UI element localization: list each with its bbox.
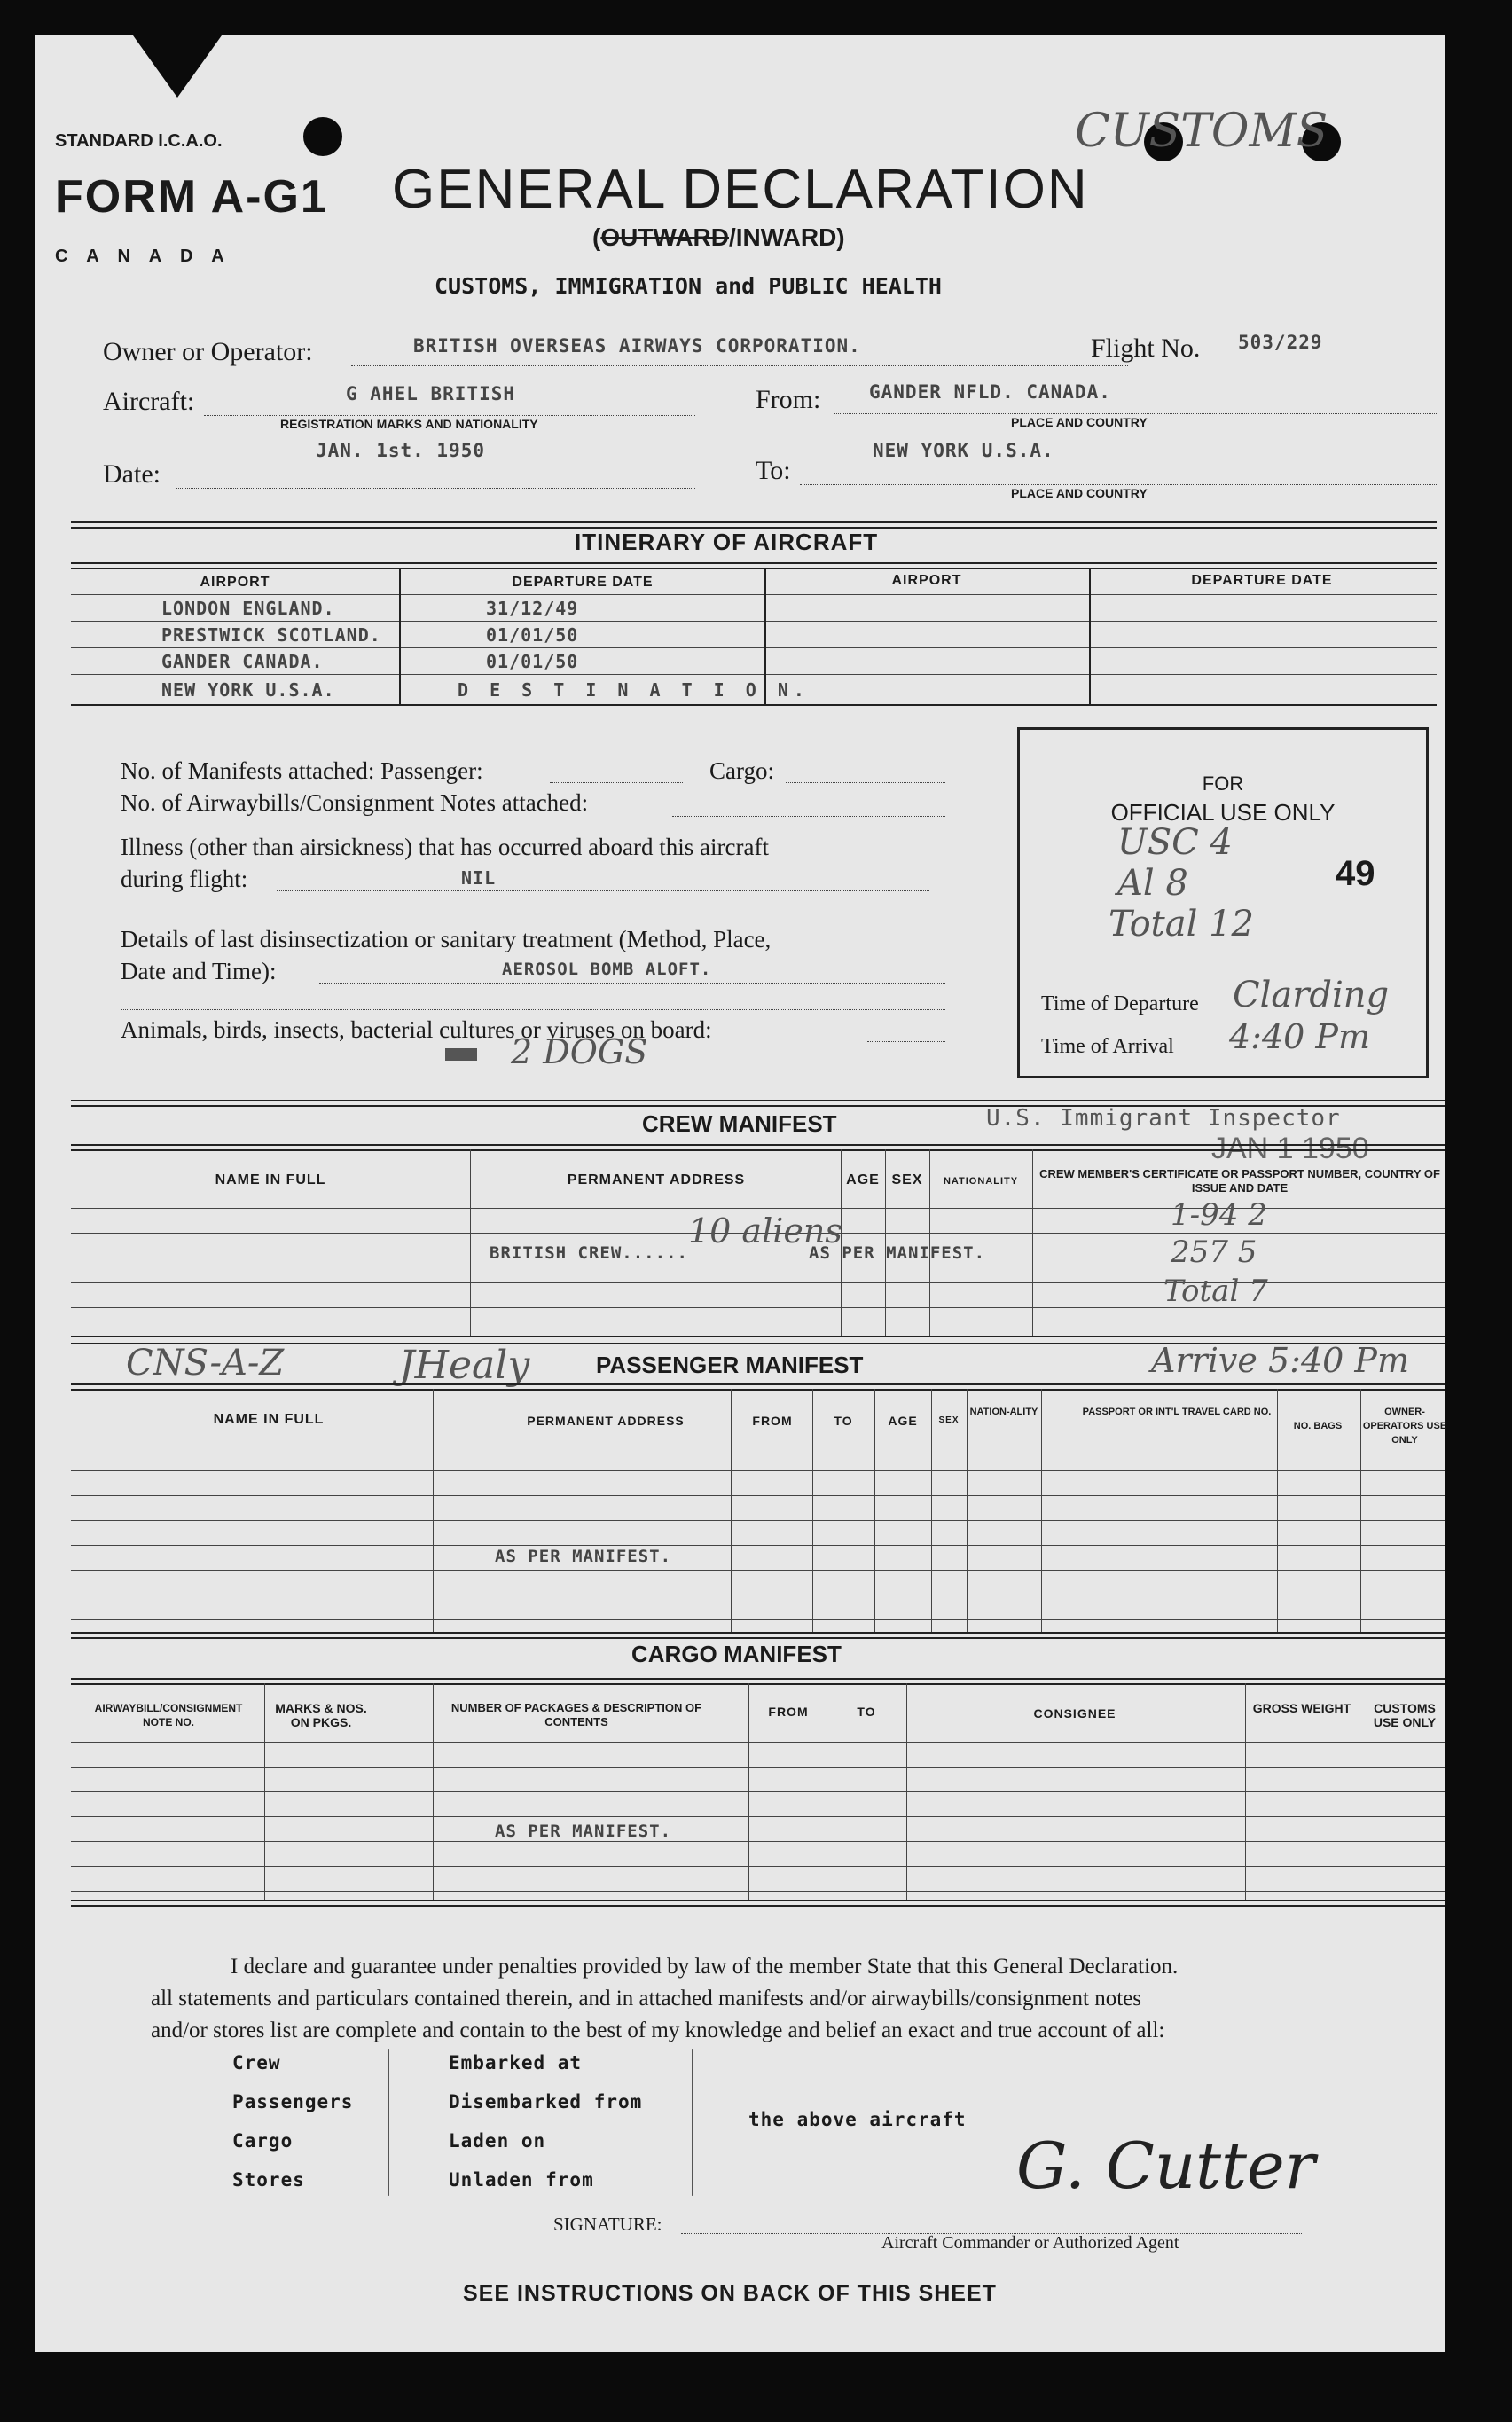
crew-col-name: NAME IN FULL: [215, 1172, 326, 1187]
official-hand-2: Al 8: [1117, 863, 1188, 904]
airwaybills-label: No. of Airwaybills/Consignment Notes attached:: [121, 789, 589, 816]
decl-aircraft-text: the above aircraft: [748, 2109, 967, 2130]
cargo-col-from: FROM: [768, 1705, 809, 1719]
main-title: GENERAL DECLARATION: [392, 159, 1089, 220]
passenger-col-bags: NO. BAGS: [1293, 1421, 1343, 1431]
decl-col1-2: Passengers: [232, 2091, 354, 2112]
passenger-hand-sig: JHealy: [399, 1343, 530, 1388]
disinsect-value: AEROSOL BOMB ALOFT.: [502, 960, 712, 979]
crew-stamp-2: JAN 1 1950: [1211, 1132, 1369, 1165]
manifests-label: No. of Manifests attached: Passenger:: [121, 757, 483, 784]
owner-label: Owner or Operator:: [103, 337, 313, 366]
decl-col2-3: Laden on: [449, 2130, 546, 2152]
passenger-col-passport: PASSPORT OR INT'L TRAVEL CARD NO.: [1082, 1407, 1272, 1417]
passenger-col-to: TO: [834, 1414, 853, 1428]
aircraft-label: Aircraft:: [103, 387, 195, 416]
declaration-line-3: and/or stores list are complete and contain to the best of my knowledge and belief an exact and true account of all:: [151, 2018, 1165, 2042]
crew-col-certificate: CREW MEMBER'S CERTIFICATE OR PASSPORT NUMBER, COUNTRY OF ISSUE AND DATE: [1039, 1167, 1440, 1195]
crew-entry-hand: 10 aliens: [688, 1211, 842, 1250]
official-title-2: OFFICIAL USE ONLY: [1110, 799, 1336, 826]
crew-stamp-1: U.S. Immigrant Inspector: [986, 1105, 1341, 1132]
from-value: GANDER NFLD. CANADA.: [869, 381, 1111, 403]
cargo-title: CARGO MANIFEST: [631, 1641, 842, 1667]
crew-tally-2: 257 5: [1171, 1235, 1257, 1270]
crew-entry: BRITISH CREW......: [490, 1243, 688, 1263]
itinerary-title: ITINERARY OF AIRCRAFT: [575, 529, 879, 555]
passenger-col-name: NAME IN FULL: [213, 1412, 325, 1427]
to-value: NEW YORK U.S.A.: [873, 440, 1054, 461]
flight-no-label: Flight No.: [1091, 333, 1201, 363]
country-label: C A N A D A: [55, 247, 231, 266]
itinerary-row-1-date: 31/12/49: [486, 598, 579, 619]
itinerary-col-airport-2: AIRPORT: [891, 573, 962, 588]
passenger-col-address: PERMANENT ADDRESS: [527, 1414, 685, 1428]
itinerary-col-airport-1: AIRPORT: [200, 575, 270, 590]
form-title: FORM A-G1: [55, 171, 328, 223]
passenger-col-from: FROM: [752, 1414, 793, 1428]
departure-label: Time of Departure: [1041, 992, 1199, 1015]
aircraft-value: G AHEL BRITISH: [346, 383, 516, 404]
itinerary-row-1-airport: LONDON ENGLAND.: [161, 598, 335, 619]
itinerary-row-3-date: 01/01/50: [486, 651, 579, 672]
animals-label: Animals, birds, insects, bacterial cultures or viruses on board:: [121, 1016, 712, 1043]
crew-col-nationality: NATIONALITY: [943, 1176, 1019, 1187]
arrival-label: Time of Arrival: [1041, 1035, 1174, 1058]
decl-col2-1: Embarked at: [449, 2052, 583, 2073]
outward-struck: OUTWARD: [600, 223, 729, 251]
flight-no-value: 503/229: [1238, 332, 1323, 353]
crew-col-address: PERMANENT ADDRESS: [567, 1172, 746, 1187]
official-hand-1: USC 4: [1117, 822, 1233, 863]
itinerary-row-2-airport: PRESTWICK SCOTLAND.: [161, 624, 381, 646]
cargo-col-consignee: CONSIGNEE: [1033, 1706, 1116, 1720]
declaration-line-2: all statements and particulars contained therein, and in attached manifests and/or airwaybills/consignment notes: [151, 1987, 1142, 2010]
passenger-col-age: AGE: [888, 1414, 918, 1428]
date-value: JAN. 1st. 1950: [316, 440, 486, 461]
standard-label: STANDARD I.C.A.O.: [55, 131, 223, 151]
official-stamp-number: 49: [1336, 854, 1375, 893]
place-caption-from: PLACE AND COUNTRY: [1011, 415, 1148, 429]
decl-col1-3: Cargo: [232, 2130, 294, 2152]
cargo-col-weight: GROSS WEIGHT: [1252, 1701, 1351, 1715]
passenger-entry: AS PER MANIFEST.: [495, 1547, 672, 1566]
cargo-label: Cargo:: [709, 757, 774, 784]
disinsect-label-2: Date and Time):: [121, 958, 277, 984]
passenger-col-nationality: NATION-ALITY: [969, 1407, 1038, 1417]
from-label: From:: [756, 385, 821, 414]
itinerary-row-3-airport: GANDER CANADA.: [161, 651, 324, 672]
place-caption-to: PLACE AND COUNTRY: [1011, 486, 1148, 500]
decl-col1-1: Crew: [232, 2052, 281, 2073]
owner-value: BRITISH OVERSEAS AIRWAYS CORPORATION.: [413, 335, 861, 357]
cargo-col-airwaybill: AIRWAYBILL/CONSIGNMENT NOTE NO.: [94, 1702, 243, 1728]
inward-label: /INWARD): [728, 223, 845, 251]
cargo-col-customs: CUSTOMS USE ONLY: [1373, 1701, 1437, 1729]
illness-label-1: Illness (other than airsickness) that has occurred aboard this aircraft: [121, 834, 769, 860]
crew-title: CREW MANIFEST: [642, 1110, 837, 1137]
official-title-1: FOR: [1202, 772, 1244, 795]
illness-value: NIL: [461, 867, 497, 889]
passenger-hand-right: Arrive 5:40 Pm: [1151, 1341, 1409, 1380]
official-use-box: [1017, 727, 1429, 1078]
itinerary-row-4-airport: NEW YORK U.S.A.: [161, 679, 335, 701]
cargo-col-to: TO: [857, 1705, 876, 1719]
passenger-title: PASSENGER MANIFEST: [596, 1352, 864, 1378]
punch-hole-left: [303, 117, 342, 156]
decl-col2-4: Unladen from: [449, 2169, 594, 2191]
footer-instructions: SEE INSTRUCTIONS ON BACK OF THIS SHEET: [463, 2281, 997, 2306]
illness-label-2: during flight:: [121, 866, 248, 892]
torn-corner: [133, 35, 222, 98]
struck-mark: [445, 1048, 477, 1061]
passenger-col-sex: SEX: [938, 1415, 960, 1425]
itinerary-row-2-date: 01/01/50: [486, 624, 579, 646]
registration-caption: REGISTRATION MARKS AND NATIONALITY: [280, 417, 538, 431]
itinerary-row-4-date: D E S T I N A T I O N.: [458, 679, 810, 701]
commander-caption: Aircraft Commander or Authorized Agent: [881, 2233, 1179, 2253]
crew-tally-1: 1-94 2: [1171, 1197, 1267, 1233]
subtitle: CUSTOMS, IMMIGRATION and PUBLIC HEALTH: [435, 273, 942, 299]
crew-entry-right: AS PER MANIFEST.: [809, 1243, 986, 1263]
date-label: Date:: [103, 459, 161, 489]
crew-col-sex: SEX: [891, 1172, 923, 1187]
cargo-entry: AS PER MANIFEST.: [495, 1822, 672, 1841]
decl-col2-2: Disembarked from: [449, 2091, 643, 2112]
signature-label: SIGNATURE:: [553, 2214, 662, 2235]
animals-value: 2 DOGS: [511, 1032, 648, 1071]
itinerary-col-date-2: DEPARTURE DATE: [1191, 573, 1333, 588]
crew-tally-3: Total 7: [1163, 1274, 1268, 1309]
customs-handwritten: CUSTOMS: [1075, 105, 1328, 158]
crew-col-age: AGE: [846, 1172, 880, 1187]
form-sheet: [35, 35, 1445, 2352]
passenger-hand-left: CNS-A-Z: [126, 1343, 285, 1383]
departure-value: Clarding: [1233, 975, 1390, 1015]
signature-value: G. Cutter: [1016, 2128, 1316, 2203]
decl-col1-4: Stores: [232, 2169, 305, 2191]
disinsect-label-1: Details of last disinsectization or sanitary treatment (Method, Place,: [121, 926, 772, 952]
outward-paren: (: [592, 223, 601, 251]
official-hand-3: Total 12: [1109, 904, 1254, 945]
arrival-value: 4:40 Pm: [1229, 1017, 1371, 1056]
to-label: To:: [756, 456, 791, 485]
cargo-col-packages: NUMBER OF PACKAGES & DESCRIPTION OF CONTENTS: [450, 1701, 702, 1728]
itinerary-col-date-1: DEPARTURE DATE: [512, 575, 654, 590]
outward-inward: [592, 223, 845, 252]
declaration-line-1: I declare and guarantee under penalties provided by law of the member State that this General Declaration.: [231, 1955, 1179, 1979]
cargo-col-marks: MARKS & NOS. ON PKGS.: [275, 1701, 367, 1729]
passenger-col-owner: OWNER-OPERATORS USE ONLY: [1362, 1407, 1447, 1446]
